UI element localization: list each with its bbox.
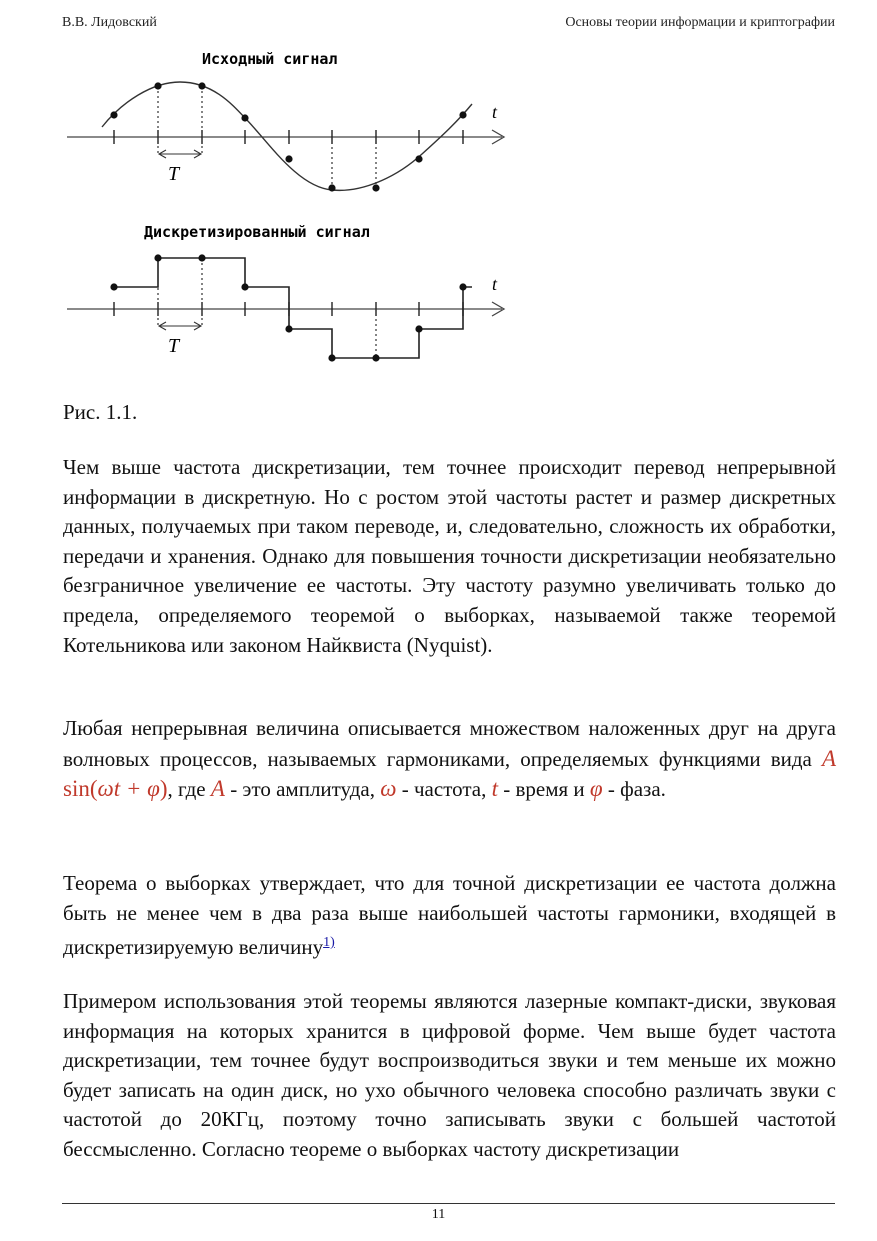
paragraph-cd-example: Примером использования этой теоремы являются лазерные компакт-диски, звуковая информация на которых хранится в цифровой форме. Чем выше будет частота дискретизации, тем точнее будут воспроизводиться звуки и тем меньше их можно будет записать на один диск, но ухо обычного человека способно различать звуки с частотой до 20КГц, поэтому точно записывать звуки с большей частотой бессмысленно. Согласно теореме о выборках частоту дискретизации <box>63 989 836 1161</box>
p3-text: Теорема о выборках утверждает, что для точной дискретизации ее частота должна быть не менее чем в два раза выше наибольшей частоты гармоники, входящей в дискретизируемую величину <box>63 871 836 960</box>
period-label-bottom: T <box>168 335 180 357</box>
paragraph-sampling-theorem <box>63 869 836 963</box>
running-header-title: Основы теории информации и криптографии <box>565 15 835 30</box>
period-arrow-top <box>159 150 201 158</box>
p2-text-f: - фаза. <box>602 777 666 802</box>
sample-guides-bottom <box>158 258 376 358</box>
formula-close: ) <box>159 776 168 802</box>
period-arrow-bottom <box>159 322 201 330</box>
symbol-time: t <box>491 776 498 802</box>
p2-text-c: - это амплитуда, <box>224 777 381 802</box>
axis-label-top: t <box>492 102 498 122</box>
p2-text-d: - частота, <box>396 777 492 802</box>
footer-divider <box>62 1203 835 1204</box>
running-header-author: В.В. Лидовский <box>62 15 157 30</box>
label-original-signal: Исходный сигнал <box>202 50 338 68</box>
formula-amp: A <box>821 745 836 771</box>
page-number: 11 <box>431 1207 446 1222</box>
paragraph-sampling-rate: Чем выше частота дискретизации, тем точнее происходит перевод непрерывной информации в дискретную. Но с ростом этой частоты растет и размер дискретных данных, получаемых при таком переводе, и, следовательно, сложность их обработки, передачи и хранения. Однако для повышения точности дискретизации необязательно безграничное увеличение ее частоты. Эту частоту разумно увеличивать только до предела, определяемого теоремой о выборках, называемой также теоремой Котельникова или законом Найквиста (Nyquist). <box>63 455 836 657</box>
p2-text-b: , где <box>167 777 211 802</box>
formula-sin: sin( <box>63 776 98 802</box>
formula-arg: ωt + φ <box>97 776 160 802</box>
p2-text-e: - время и <box>497 777 590 802</box>
signal-figure <box>62 42 522 372</box>
figure-caption: Рис. 1.1. <box>63 400 138 424</box>
sample-guides-top <box>158 86 376 190</box>
symbol-phi: φ <box>589 776 603 802</box>
period-label-top: T <box>168 163 180 185</box>
symbol-amplitude: A <box>210 776 225 802</box>
symbol-omega: ω <box>380 776 397 802</box>
footnote-link[interactable]: 1) <box>323 935 335 951</box>
axis-label-bottom: t <box>492 274 498 294</box>
paragraph-harmonics <box>63 714 836 805</box>
p2-text-a: Любая непрерывная величина описывается множеством наложенных друг на друга волновых процессов, называемых гармониками, определяемых функциями вида <box>63 716 836 771</box>
label-discrete-signal: Дискретизированный сигнал <box>144 223 370 241</box>
